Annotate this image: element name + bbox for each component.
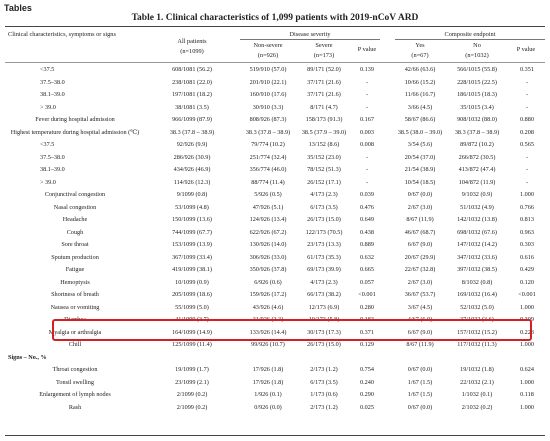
cell-p-value-severity: 0.129 (360, 341, 374, 348)
cell-all-patients: 205/1099 (18.6) (172, 291, 212, 298)
cell-all-patients: 10/1099 (0.9) (175, 278, 209, 286)
cell-p-value-composite: 0.303 (520, 241, 534, 248)
section-heading: Signs – No., % (8, 353, 47, 361)
cell-p-value-severity: 0.039 (360, 191, 374, 198)
cell-yes: 3/54 (5.6) (407, 141, 433, 148)
table-top-rule (5, 26, 545, 27)
cell-yes: 3/67 (4.5) (407, 303, 433, 311)
cell-severe: 89/171 (52.0) (307, 66, 341, 73)
cell-all-patients: 19/1099 (1.7) (175, 366, 209, 373)
cell-non-severe: 201/910 (22.1) (249, 78, 287, 86)
cell-non-severe: 6/926 (0.6) (254, 278, 282, 286)
cell-non-severe: 350/926 (37.8) (249, 266, 287, 273)
composite-endpoint-underline (395, 39, 545, 40)
cell-p-value-composite: - (525, 166, 529, 173)
disease-severity-underline (240, 39, 380, 40)
cell-yes: 22/67 (32.8) (404, 266, 436, 273)
row-label: Diarrhea (64, 316, 86, 323)
cell-p-value-composite: 1.000 (520, 378, 534, 386)
row-label: Hemoptysis (60, 278, 90, 286)
cell-non-severe: 47/926 (5.1) (252, 203, 284, 211)
cell-all-patients: 238/1081 (22.0) (172, 78, 212, 86)
cell-no: 228/1015 (22.5) (457, 78, 497, 86)
cell-severe: 69/173 (39.9) (307, 266, 341, 273)
cell-p-value-composite: 0.766 (520, 203, 534, 211)
cell-non-severe: 79/774 (10.2) (251, 141, 285, 148)
cell-p-value-severity: 0.183 (360, 316, 374, 323)
cell-non-severe: 159/926 (17.2) (249, 291, 287, 298)
cell-p-value-composite: 0.624 (520, 366, 534, 373)
cell-p-value-severity: 0.139 (360, 66, 374, 73)
cell-no: 908/1032 (88.0) (457, 116, 497, 123)
cell-severe: 4/173 (2.3) (310, 278, 338, 286)
row-label: > 39.0 (40, 103, 56, 111)
cell-yes: 1/67 (1.5) (407, 391, 433, 398)
row-label: Headache (62, 216, 88, 223)
header-non-severe: Non-severe (253, 42, 283, 49)
cell-p-value-severity: 0.008 (360, 141, 374, 148)
cell-p-value-severity: 0.438 (360, 228, 374, 236)
header-severe-n: (n=173) (313, 52, 335, 59)
cell-severe: 2/173 (1.2) (310, 366, 338, 373)
cell-severe: 122/173 (70.5) (305, 228, 343, 236)
cell-no: 51/1032 (4.9) (460, 203, 494, 211)
cell-non-severe: 17/926 (1.8) (252, 366, 284, 373)
cell-no: 2/1032 (0.2) (461, 403, 493, 411)
cell-no: 22/1032 (2.1) (460, 378, 494, 386)
cell-severe: 61/173 (35.3) (307, 253, 341, 261)
cell-non-severe: 38.3 (37.8 – 38.9) (245, 128, 291, 136)
cell-no: 19/1032 (1.8) (460, 366, 494, 373)
cell-p-value-composite: - (525, 91, 529, 98)
cell-non-severe: 130/926 (14.0) (249, 241, 287, 248)
cell-yes: 10/54 (18.5) (404, 178, 436, 186)
cell-severe: 23/173 (13.3) (307, 241, 341, 248)
cell-p-value-severity: - (365, 153, 369, 161)
cell-p-value-composite: - (525, 78, 529, 86)
header-all-patients: All patients (177, 38, 207, 45)
row-label: Highest temperature during hospital admission (℃) (10, 128, 140, 136)
cell-all-patients: 608/1081 (56.2) (172, 66, 212, 73)
header-yes: Yes (415, 42, 425, 49)
cell-non-severe: 124/926 (13.4) (249, 216, 287, 223)
header-all-n: (n=1099) (180, 48, 204, 55)
cell-severe: 26/173 (15.0) (307, 341, 341, 348)
cell-p-value-composite: 1.000 (520, 191, 534, 198)
cell-p-value-severity: 0.003 (360, 128, 374, 136)
cell-yes: 4/67 (6.0) (407, 316, 433, 323)
cell-yes: 0/67 (0.0) (407, 366, 433, 373)
cell-p-value-composite: 0.120 (520, 278, 534, 286)
cell-p-value-severity: 0.371 (360, 328, 374, 336)
cell-p-value-composite: 0.223 (520, 328, 534, 336)
cell-yes: 8/67 (11.9) (406, 341, 434, 348)
cell-no: 9/1032 (0.9) (461, 191, 493, 198)
cell-all-patients: 367/1099 (33.4) (172, 253, 212, 261)
row-label: Enlargement of lymph nodes (39, 391, 111, 398)
cell-non-severe: 808/926 (87.3) (249, 116, 287, 123)
cell-yes: 20/67 (29.9) (404, 253, 436, 261)
cell-non-severe: 99/926 (10.7) (251, 341, 285, 348)
cell-all-patients: 53/1099 (4.8) (175, 203, 209, 211)
cell-yes: 2/67 (3.0) (407, 203, 433, 211)
cell-p-value-severity: 0.476 (360, 203, 374, 211)
cell-severe: 158/173 (91.3) (305, 116, 343, 123)
cell-no: 89/872 (10.2) (460, 141, 494, 148)
cell-p-value-composite: 0.208 (520, 128, 534, 136)
cell-yes: 0/67 (0.0) (407, 191, 433, 198)
cell-p-value-composite: 0.429 (520, 266, 534, 273)
cell-no: 142/1032 (13.8) (457, 216, 497, 223)
cell-all-patients: 2/1099 (0.2) (176, 403, 208, 411)
row-label: 38.1–39.0 (40, 166, 65, 173)
row-label: Cough (66, 228, 84, 236)
cell-yes: 3/66 (4.5) (407, 103, 433, 111)
cell-all-patients: 55/1099 (5.0) (175, 303, 209, 311)
header-non-severe-n: (n=926) (257, 52, 279, 59)
cell-all-patients: 164/1099 (14.9) (172, 328, 212, 336)
cell-all-patients: 2/1099 (0.2) (176, 391, 208, 398)
cell-non-severe: 43/926 (4.6) (252, 303, 284, 311)
cell-yes: 11/66 (16.7) (404, 91, 436, 98)
cell-all-patients: 38.3 (37.8 – 38.9) (169, 128, 215, 136)
cell-severe: 35/152 (23.0) (307, 153, 341, 161)
cell-p-value-composite: 0.616 (520, 253, 534, 261)
cell-p-value-severity: - (365, 166, 369, 173)
cell-severe: 2/173 (1.2) (310, 403, 338, 411)
cell-all-patients: 150/1099 (13.6) (172, 216, 212, 223)
cell-p-value-severity: 0.889 (360, 241, 374, 248)
cell-p-value-severity: 0.649 (360, 216, 374, 223)
cell-p-value-composite: - (525, 103, 529, 111)
row-label: > 39.0 (40, 178, 56, 186)
cell-non-severe: 160/910 (17.6) (249, 91, 287, 98)
row-label: Nausea or vomiting (50, 303, 100, 311)
header-characteristics: Clinical characteristics, symptoms or signs (8, 31, 116, 38)
row-label: Sputum production (51, 253, 99, 261)
row-label: 37.5–38.0 (40, 78, 65, 86)
cell-no: 147/1032 (14.2) (457, 241, 497, 248)
cell-all-patients: 23/1099 (2.1) (175, 378, 209, 386)
cell-all-patients: 125/1099 (11.4) (172, 341, 212, 348)
cell-severe: 10/173 (5.8) (308, 316, 340, 323)
cell-severe: 37/171 (21.6) (307, 78, 341, 86)
cell-p-value-severity: 0.025 (360, 403, 374, 411)
cell-p-value-severity: 0.280 (360, 303, 374, 311)
cell-no: 52/1032 (5.0) (460, 303, 494, 311)
cell-p-value-composite: 0.565 (520, 141, 534, 148)
cell-p-value-severity: - (365, 178, 369, 186)
row-label: 38.1–39.0 (40, 91, 65, 98)
cell-no: 117/1032 (11.3) (457, 341, 497, 348)
row-label: Conjunctival congestion (44, 191, 106, 198)
row-label: Shortness of breath (51, 291, 99, 298)
cell-all-patients: 197/1081 (18.2) (172, 91, 212, 98)
cell-all-patients: 92/926 (9.9) (176, 141, 208, 148)
cell-all-patients: 419/1099 (38.1) (172, 266, 212, 273)
cell-p-value-severity: - (365, 91, 369, 98)
cell-no: 698/1032 (67.6) (457, 228, 497, 236)
cell-all-patients: 153/1099 (13.9) (172, 241, 212, 248)
cell-yes: 38.5 (38.0 – 39.0) (397, 128, 443, 136)
cell-p-value-composite: 0.309 (520, 316, 534, 323)
header-p-value-1: P value (357, 46, 377, 53)
cell-p-value-severity: 0.665 (360, 266, 374, 273)
header-yes-n: (n=67) (411, 52, 429, 59)
cell-severe: 6/173 (3.5) (310, 378, 338, 386)
cell-non-severe: 251/774 (32.4) (249, 153, 287, 161)
cell-yes: 2/67 (3.0) (407, 278, 433, 286)
cell-non-severe: 0/926 (0.0) (254, 403, 282, 411)
cell-no: 1/1032 (0.1) (461, 391, 493, 398)
cell-no: 413/872 (47.4) (458, 166, 496, 173)
cell-no: 347/1032 (33.6) (457, 253, 497, 261)
cell-yes: 0/67 (0.0) (407, 403, 433, 411)
cell-all-patients: 434/926 (46.9) (173, 166, 211, 173)
cell-p-value-severity: - (365, 78, 369, 86)
cell-severe: 8/171 (4.7) (310, 103, 338, 111)
cell-no: 38.3 (37.8 – 38.9) (454, 128, 500, 136)
cell-p-value-composite: 0.813 (520, 216, 534, 223)
cell-all-patients: 114/926 (12.3) (173, 178, 211, 186)
header-bottom-rule (5, 62, 545, 63)
cell-p-value-composite: <0.001 (518, 291, 536, 298)
cell-no: 186/1015 (18.3) (457, 91, 497, 98)
cell-non-severe: 17/926 (1.8) (252, 378, 284, 386)
cell-yes: 10/66 (15.2) (404, 78, 436, 86)
cell-severe: 37/171 (21.6) (307, 91, 341, 98)
cell-p-value-composite: 0.118 (520, 391, 534, 398)
row-label: Chill (68, 341, 82, 348)
cell-all-patients: 38/1081 (3.5) (175, 103, 209, 111)
row-label: Fever during hospital admission (35, 116, 115, 123)
cell-yes: 20/54 (37.0) (404, 153, 436, 161)
cell-severe: 66/173 (38.2) (307, 291, 341, 298)
row-label: Throat congestion (52, 366, 98, 373)
cell-p-value-composite: 0.351 (520, 66, 534, 73)
cell-all-patients: 9/1099 (0.8) (176, 191, 208, 198)
cell-yes: 42/66 (63.6) (404, 66, 436, 73)
table-title: Table 1. Clinical characteristics of 1,099 patients with 2019-nCoV ARD (131, 13, 419, 23)
cell-yes: 6/67 (9.0) (407, 241, 433, 248)
cell-p-value-severity: <0.001 (358, 291, 376, 298)
cell-p-value-composite: 0.880 (520, 116, 534, 123)
cell-p-value-severity: 0.632 (360, 253, 374, 261)
cell-severe: 30/173 (17.3) (307, 328, 341, 336)
cell-non-severe: 356/774 (46.0) (249, 166, 287, 173)
cell-p-value-severity: 0.754 (360, 366, 374, 373)
header-severe: Severe (315, 42, 333, 49)
cell-p-value-composite: 0.963 (520, 228, 534, 236)
cell-non-severe: 31/926 (3.3) (252, 316, 284, 323)
cell-all-patients: 966/1099 (87.9) (172, 116, 212, 123)
header-no: No (473, 42, 481, 49)
cell-p-value-severity: 0.167 (360, 116, 374, 123)
cell-p-value-composite: - (525, 153, 529, 161)
cell-non-severe: 622/926 (67.2) (249, 228, 287, 236)
cell-no: 37/1032 (3.6) (460, 316, 494, 323)
row-label: Sore throat (61, 241, 89, 248)
row-label: 37.5–38.0 (40, 153, 65, 161)
cell-non-severe: 133/926 (14.4) (249, 328, 287, 336)
cell-yes: 1/67 (1.5) (407, 378, 433, 386)
cell-p-value-composite: - (525, 178, 529, 186)
cell-severe: 13/152 (8.6) (308, 141, 340, 148)
cell-non-severe: 30/910 (3.3) (252, 103, 284, 111)
cell-no: 266/872 (30.5) (458, 153, 496, 161)
cell-no: 35/1015 (3.4) (460, 103, 494, 111)
cell-severe: 26/152 (17.1) (307, 178, 341, 186)
tables-heading: Tables (4, 3, 32, 13)
cell-yes: 46/67 (68.7) (404, 228, 436, 236)
cell-all-patients: 286/926 (30.9) (173, 153, 211, 161)
cell-no: 104/872 (11.9) (458, 178, 496, 186)
cell-p-value-composite: 1.000 (520, 303, 534, 311)
cell-yes: 58/67 (86.6) (404, 116, 436, 123)
header-no-n: (n=1032) (465, 52, 489, 59)
cell-yes: 8/67 (11.9) (406, 216, 434, 223)
cell-severe: 1/173 (0.6) (310, 391, 338, 398)
row-label: Myalgia or arthralgia (48, 328, 102, 336)
cell-severe: 6/173 (3.5) (310, 203, 338, 211)
cell-severe: 38.5 (37.9 – 39.0) (301, 128, 347, 136)
cell-no: 8/1032 (0.8) (461, 278, 493, 286)
red-highlight-box (52, 319, 532, 341)
row-label: Tonsil swelling (56, 378, 94, 386)
cell-non-severe: 88/774 (11.4) (251, 178, 285, 186)
cell-non-severe: 519/910 (57.0) (249, 66, 287, 73)
cell-p-value-severity: 0.290 (360, 391, 374, 398)
row-label: <37.5 (40, 66, 55, 73)
cell-severe: 26/173 (15.0) (307, 216, 341, 223)
cell-no: 397/1032 (38.5) (457, 266, 497, 273)
cell-p-value-composite: 1.000 (520, 341, 534, 348)
row-label: Nasal congestion (53, 203, 97, 211)
cell-yes: 36/67 (53.7) (404, 291, 436, 298)
cell-p-value-severity: 0.057 (360, 278, 374, 286)
cell-no: 566/1015 (55.8) (457, 66, 497, 73)
cell-non-severe: 306/926 (33.0) (249, 253, 287, 261)
table-bottom-rule (5, 435, 545, 436)
cell-yes: 21/54 (38.9) (404, 166, 436, 173)
cell-severe: 78/152 (51.3) (307, 166, 341, 173)
row-label: <37.5 (40, 141, 55, 148)
cell-no: 157/1032 (15.2) (457, 328, 497, 336)
cell-yes: 6/67 (9.0) (407, 328, 433, 336)
cell-non-severe: 1/926 (0.1) (254, 391, 282, 398)
cell-all-patients: 744/1099 (67.7) (172, 228, 212, 236)
cell-severe: 4/173 (2.3) (310, 191, 338, 198)
header-composite-endpoint: Composite endpoint (444, 31, 496, 38)
cell-p-value-severity: 0.240 (360, 378, 374, 386)
cell-no: 169/1032 (16.4) (457, 291, 497, 298)
row-label: Fatigue (65, 266, 85, 273)
cell-non-severe: 5/926 (0.5) (254, 191, 282, 198)
row-label: Rash (68, 403, 82, 411)
cell-severe: 12/173 (6.9) (308, 303, 340, 311)
header-p-value-2: P value (516, 46, 536, 53)
cell-p-value-severity: - (365, 103, 369, 111)
header-disease-severity: Disease severity (289, 31, 331, 38)
cell-p-value-composite: 1.000 (520, 403, 534, 411)
cell-all-patients: 41/1099 (3.7) (175, 316, 209, 323)
